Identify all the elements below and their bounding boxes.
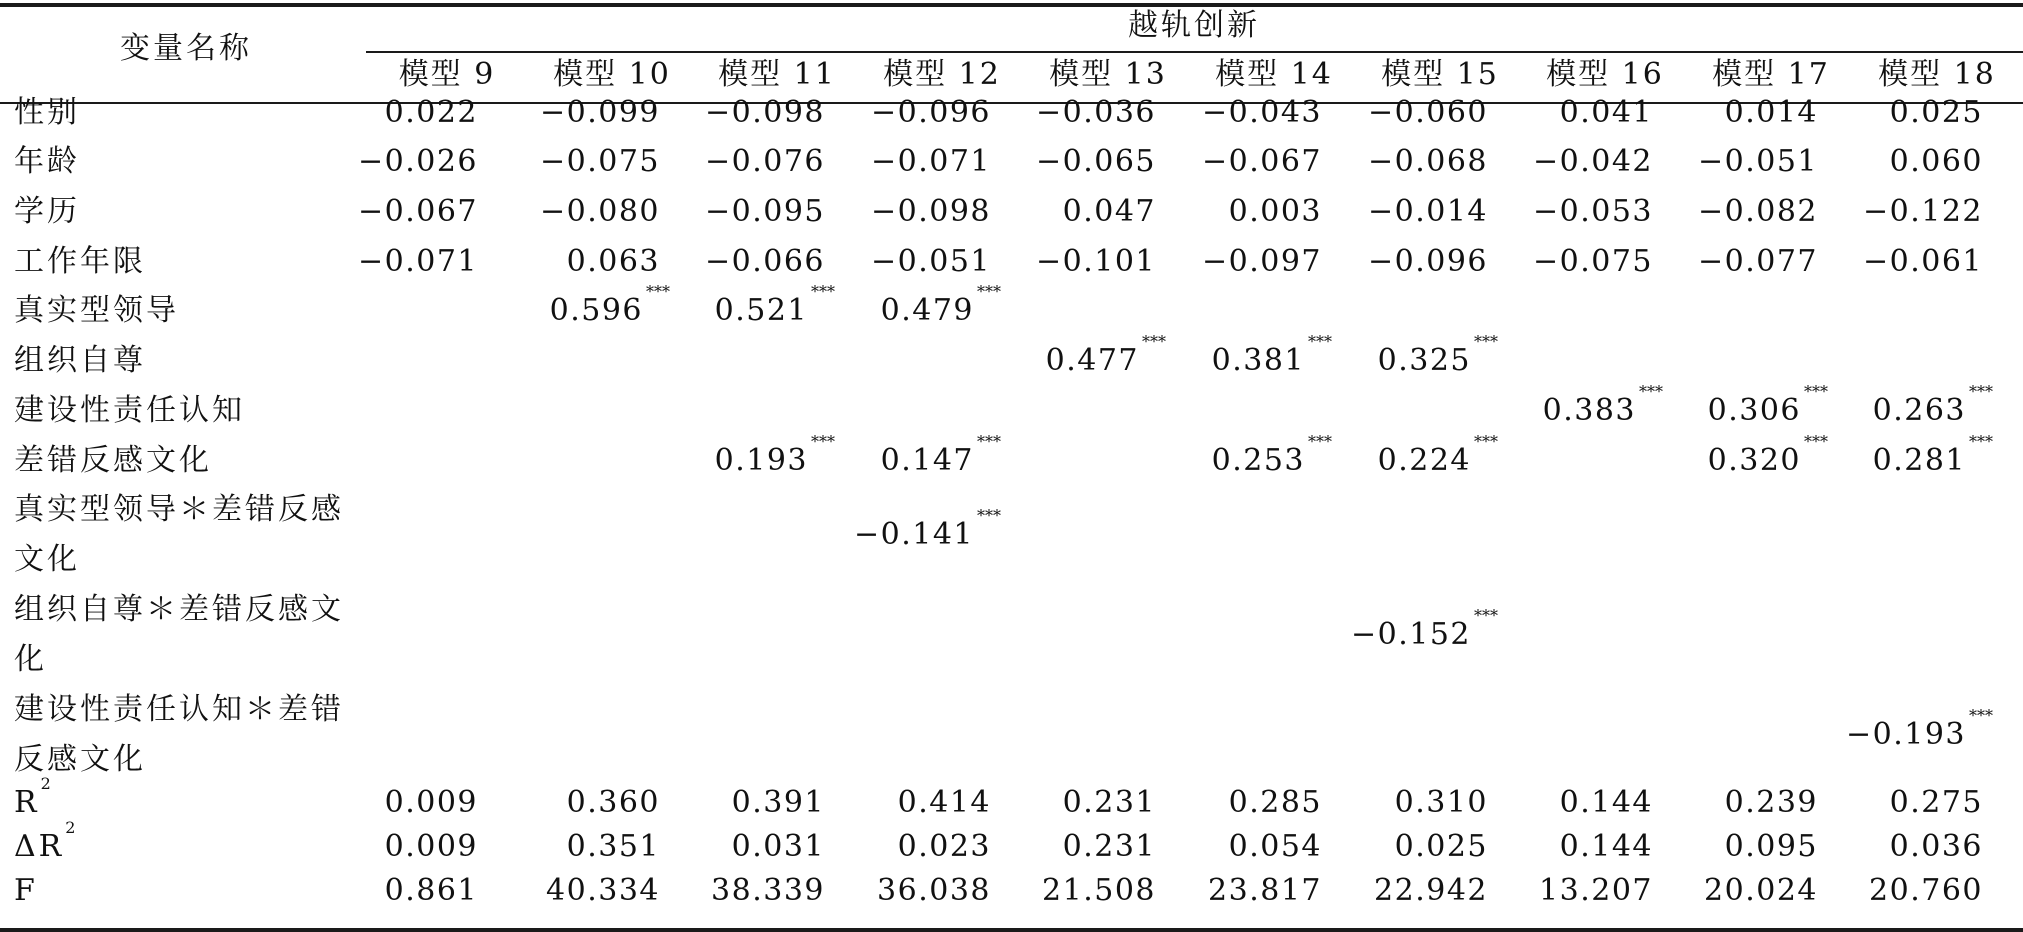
significance-stars: ***	[1474, 432, 1498, 451]
table-cell	[704, 244, 825, 279]
cell-value: 0.239	[1724, 785, 1818, 820]
significance-stars: ***	[1474, 606, 1498, 625]
table-cell	[1045, 332, 1166, 378]
cell-value: −0.065	[1035, 144, 1156, 179]
cell-value: 36.038	[877, 873, 991, 908]
table-cell	[1035, 144, 1156, 179]
column-header: 模型 11	[718, 57, 836, 92]
cell-value: 0.003	[1228, 194, 1322, 229]
table-cell	[1559, 95, 1653, 130]
table-cell	[384, 873, 478, 908]
cell-value: 0.281	[1872, 443, 1966, 478]
significance-stars: ***	[977, 506, 1001, 525]
cell-value: 0.025	[1889, 95, 1983, 130]
table-cell	[1062, 829, 1156, 864]
row-label: $R^2$	[14, 774, 54, 820]
top-rule	[0, 3, 2023, 7]
cell-value: −0.077	[1697, 244, 1818, 279]
column-header: 模型 10	[553, 57, 671, 92]
cell-value: −0.067	[1201, 144, 1322, 179]
cell-value: −0.075	[1532, 244, 1653, 279]
column-header: 模型 18	[1878, 57, 1996, 92]
cell-value: −0.060	[1367, 95, 1488, 130]
table-cell	[384, 829, 478, 864]
table-cell	[1862, 244, 1983, 279]
variable-name-header: 变量名称	[120, 31, 252, 66]
cell-value: 0.310	[1394, 785, 1488, 820]
row-label: 学历	[14, 194, 80, 229]
table-cell	[1394, 829, 1488, 864]
table-cell	[1889, 829, 1983, 864]
row-label: 真实型领导＊差错反感	[14, 492, 344, 527]
table-cell	[1889, 144, 1983, 179]
cell-value: 0.147	[880, 443, 974, 478]
significance-stars: ***	[1474, 332, 1498, 351]
table-cell	[539, 194, 660, 229]
table-cell	[1697, 144, 1818, 179]
row-label: 反感文化	[14, 742, 146, 777]
significance-stars: ***	[1969, 706, 1993, 725]
table-cell	[1697, 244, 1818, 279]
cell-value: 0.014	[1724, 95, 1818, 130]
cell-value: 0.031	[731, 829, 825, 864]
table-cell	[1374, 873, 1488, 908]
column-header: 模型 9	[398, 57, 496, 92]
cell-value: 0.253	[1211, 443, 1305, 478]
superscript: 2	[40, 774, 54, 793]
table-cell	[1704, 873, 1818, 908]
cell-value: −0.053	[1532, 194, 1653, 229]
cell-value: −0.067	[357, 194, 478, 229]
table-cell	[704, 144, 825, 179]
group-header: 越轨创新	[1128, 8, 1260, 43]
cell-value: −0.043	[1201, 95, 1322, 130]
cell-value: 0.391	[731, 785, 825, 820]
row-label: 真实型领导	[14, 293, 179, 328]
significance-stars: ***	[811, 282, 835, 301]
table-cell	[1228, 829, 1322, 864]
cell-value: 0.861	[384, 873, 478, 908]
cell-value: −0.061	[1862, 244, 1983, 279]
row-label: 差错反感文化	[14, 443, 212, 478]
table-cell	[384, 95, 478, 130]
table-cell	[880, 432, 1001, 478]
table-cell	[566, 785, 660, 820]
cell-value: 0.023	[897, 829, 991, 864]
column-header: 模型 16	[1546, 57, 1664, 92]
table-cell	[1872, 432, 1993, 478]
significance-stars: ***	[1308, 332, 1332, 351]
cell-value: −0.152	[1350, 617, 1471, 652]
table-cell	[1035, 95, 1156, 130]
table-cell	[1559, 785, 1653, 820]
superscript: 2	[65, 818, 79, 837]
table-cell	[1697, 194, 1818, 229]
significance-stars: ***	[811, 432, 835, 451]
table-cell	[880, 282, 1001, 328]
cell-value: −0.042	[1532, 144, 1653, 179]
significance-stars: ***	[1804, 382, 1828, 401]
significance-stars: ***	[1308, 432, 1332, 451]
table-cell	[870, 244, 991, 279]
row-label: 化	[14, 642, 47, 677]
table-cell	[897, 829, 991, 864]
table-cell	[711, 873, 825, 908]
table-cell	[1201, 95, 1322, 130]
cell-value: 0.224	[1377, 443, 1471, 478]
table-cell	[539, 95, 660, 130]
cell-value: 0.022	[384, 95, 478, 130]
row-label: 性别	[14, 95, 80, 130]
table-cell	[1559, 829, 1653, 864]
table-cell	[1707, 382, 1828, 428]
table-cell	[1724, 95, 1818, 130]
column-header: 模型 14	[1215, 57, 1333, 92]
cell-value: −0.026	[357, 144, 478, 179]
cell-value: −0.036	[1035, 95, 1156, 130]
cell-value: 0.477	[1045, 343, 1139, 378]
table-cell	[384, 785, 478, 820]
row-label: F	[14, 873, 38, 908]
cell-value: 0.596	[549, 293, 643, 328]
column-header: 模型 13	[1049, 57, 1167, 92]
cell-value: 0.231	[1062, 829, 1156, 864]
cell-value: 0.263	[1872, 393, 1966, 428]
cell-value: 0.041	[1559, 95, 1653, 130]
table-cell	[549, 282, 670, 328]
cell-value: −0.097	[1201, 244, 1322, 279]
significance-stars: ***	[1969, 432, 1993, 451]
cell-value: 0.025	[1394, 829, 1488, 864]
table-cell	[566, 829, 660, 864]
table-cell	[1201, 144, 1322, 179]
table-cell	[539, 144, 660, 179]
table-cell	[1542, 382, 1663, 428]
cell-value: −0.066	[704, 244, 825, 279]
cell-value: −0.122	[1862, 194, 1983, 229]
row-label: 工作年限	[14, 244, 146, 279]
cell-value: 0.351	[566, 829, 660, 864]
table-cell	[1350, 606, 1498, 652]
table-cell	[1228, 194, 1322, 229]
row-label: 年龄	[14, 144, 80, 179]
column-header: 模型 15	[1381, 57, 1499, 92]
table-cell	[870, 194, 991, 229]
cell-value: 0.320	[1707, 443, 1801, 478]
table-cell	[1228, 785, 1322, 820]
cell-value: 0.009	[384, 829, 478, 864]
table-cell	[1394, 785, 1488, 820]
cell-value: 20.760	[1869, 873, 1983, 908]
table-cell	[1532, 144, 1653, 179]
table-cell	[1869, 873, 1983, 908]
table-cell	[357, 194, 478, 229]
table-cell	[1035, 244, 1156, 279]
row-label: 建设性责任认知＊差错	[14, 692, 344, 727]
significance-stars: ***	[1639, 382, 1663, 401]
table-cell	[870, 95, 991, 130]
cell-value: −0.095	[704, 194, 825, 229]
cell-value: 0.306	[1707, 393, 1801, 428]
significance-stars: ***	[977, 282, 1001, 301]
cell-value: 0.479	[880, 293, 974, 328]
cell-value: −0.075	[539, 144, 660, 179]
cell-value: 21.508	[1042, 873, 1156, 908]
table-cell	[1367, 95, 1488, 130]
cell-value: −0.068	[1367, 144, 1488, 179]
table-cell	[1889, 95, 1983, 130]
significance-stars: ***	[1969, 382, 1993, 401]
table-cell	[1872, 382, 1993, 428]
table-cell	[704, 95, 825, 130]
table-cell	[1377, 332, 1498, 378]
cell-value: −0.096	[1367, 244, 1488, 279]
cell-value: 0.144	[1559, 785, 1653, 820]
cell-value: 22.942	[1374, 873, 1488, 908]
table-cell	[1201, 244, 1322, 279]
table-cell	[546, 873, 660, 908]
table-cell	[357, 144, 478, 179]
table-cell	[1539, 873, 1653, 908]
row-label: 文化	[14, 542, 80, 577]
cell-value: 0.360	[566, 785, 660, 820]
cell-value: 0.060	[1889, 144, 1983, 179]
cell-value: 0.009	[384, 785, 478, 820]
table-cell	[1042, 873, 1156, 908]
cell-value: −0.014	[1367, 194, 1488, 229]
cell-value: 0.036	[1889, 829, 1983, 864]
table-cell	[1367, 194, 1488, 229]
cell-value: −0.051	[1697, 144, 1818, 179]
table-cell	[357, 244, 478, 279]
cell-value: 0.414	[897, 785, 991, 820]
table-cell	[714, 282, 835, 328]
cell-value: −0.082	[1697, 194, 1818, 229]
cell-value: 13.207	[1539, 873, 1653, 908]
cell-value: −0.071	[870, 144, 991, 179]
table-cell	[704, 194, 825, 229]
significance-stars: ***	[1142, 332, 1166, 351]
table-cell	[853, 506, 1001, 552]
table-cell	[1532, 244, 1653, 279]
cell-value: 0.521	[714, 293, 808, 328]
cell-value: 38.339	[711, 873, 825, 908]
significance-stars: ***	[1804, 432, 1828, 451]
cell-value: −0.101	[1035, 244, 1156, 279]
cell-value: −0.080	[539, 194, 660, 229]
table-cell	[1889, 785, 1983, 820]
cell-value: −0.071	[357, 244, 478, 279]
table-cell	[870, 144, 991, 179]
table-cell	[1724, 785, 1818, 820]
table-cell	[1724, 829, 1818, 864]
table-cell	[1845, 706, 1993, 752]
table-cell	[1377, 432, 1498, 478]
table-cell	[714, 432, 835, 478]
cell-value: −0.141	[853, 517, 974, 552]
table-cell	[1062, 785, 1156, 820]
row-label: 组织自尊＊差错反感文	[14, 592, 344, 627]
cell-value: 0.193	[714, 443, 808, 478]
cell-value: −0.099	[539, 95, 660, 130]
table-cell	[1862, 194, 1983, 229]
significance-stars: ***	[646, 282, 670, 301]
cell-value: 23.817	[1208, 873, 1322, 908]
header-rule	[0, 102, 2023, 104]
table-cell	[731, 829, 825, 864]
table-cell	[1062, 194, 1156, 229]
cell-value: 0.325	[1377, 343, 1471, 378]
cell-value: 0.285	[1228, 785, 1322, 820]
significance-stars: ***	[977, 432, 1001, 451]
table-cell	[1211, 332, 1332, 378]
table-cell	[897, 785, 991, 820]
table-cell	[877, 873, 991, 908]
column-header: 模型 12	[883, 57, 1001, 92]
cell-value: −0.096	[870, 95, 991, 130]
table-cell	[1532, 194, 1653, 229]
table-cell	[1211, 432, 1332, 478]
cell-value: 0.275	[1889, 785, 1983, 820]
table-cell	[1367, 144, 1488, 179]
cell-value: 20.024	[1704, 873, 1818, 908]
row-label: $\Delta R^2$	[14, 818, 79, 864]
table-cell	[731, 785, 825, 820]
group-rule	[366, 51, 2023, 53]
row-label: 建设性责任认知	[14, 393, 245, 428]
cell-value: 0.063	[566, 244, 660, 279]
cell-value: 0.381	[1211, 343, 1305, 378]
cell-value: 0.231	[1062, 785, 1156, 820]
cell-value: 0.383	[1542, 393, 1636, 428]
table-cell	[1707, 432, 1828, 478]
cell-value: −0.098	[870, 194, 991, 229]
cell-value: 0.095	[1724, 829, 1818, 864]
cell-value: 0.144	[1559, 829, 1653, 864]
table-cell	[1208, 873, 1322, 908]
cell-value: −0.098	[704, 95, 825, 130]
cell-value: −0.193	[1845, 717, 1966, 752]
table-cell	[566, 244, 660, 279]
bottom-rule	[0, 928, 2023, 932]
column-header: 模型 17	[1712, 57, 1830, 92]
cell-value: −0.051	[870, 244, 991, 279]
table-cell	[1367, 244, 1488, 279]
row-label: 组织自尊	[14, 343, 146, 378]
cell-value: −0.076	[704, 144, 825, 179]
cell-value: 40.334	[546, 873, 660, 908]
cell-value: 0.047	[1062, 194, 1156, 229]
cell-value: 0.054	[1228, 829, 1322, 864]
